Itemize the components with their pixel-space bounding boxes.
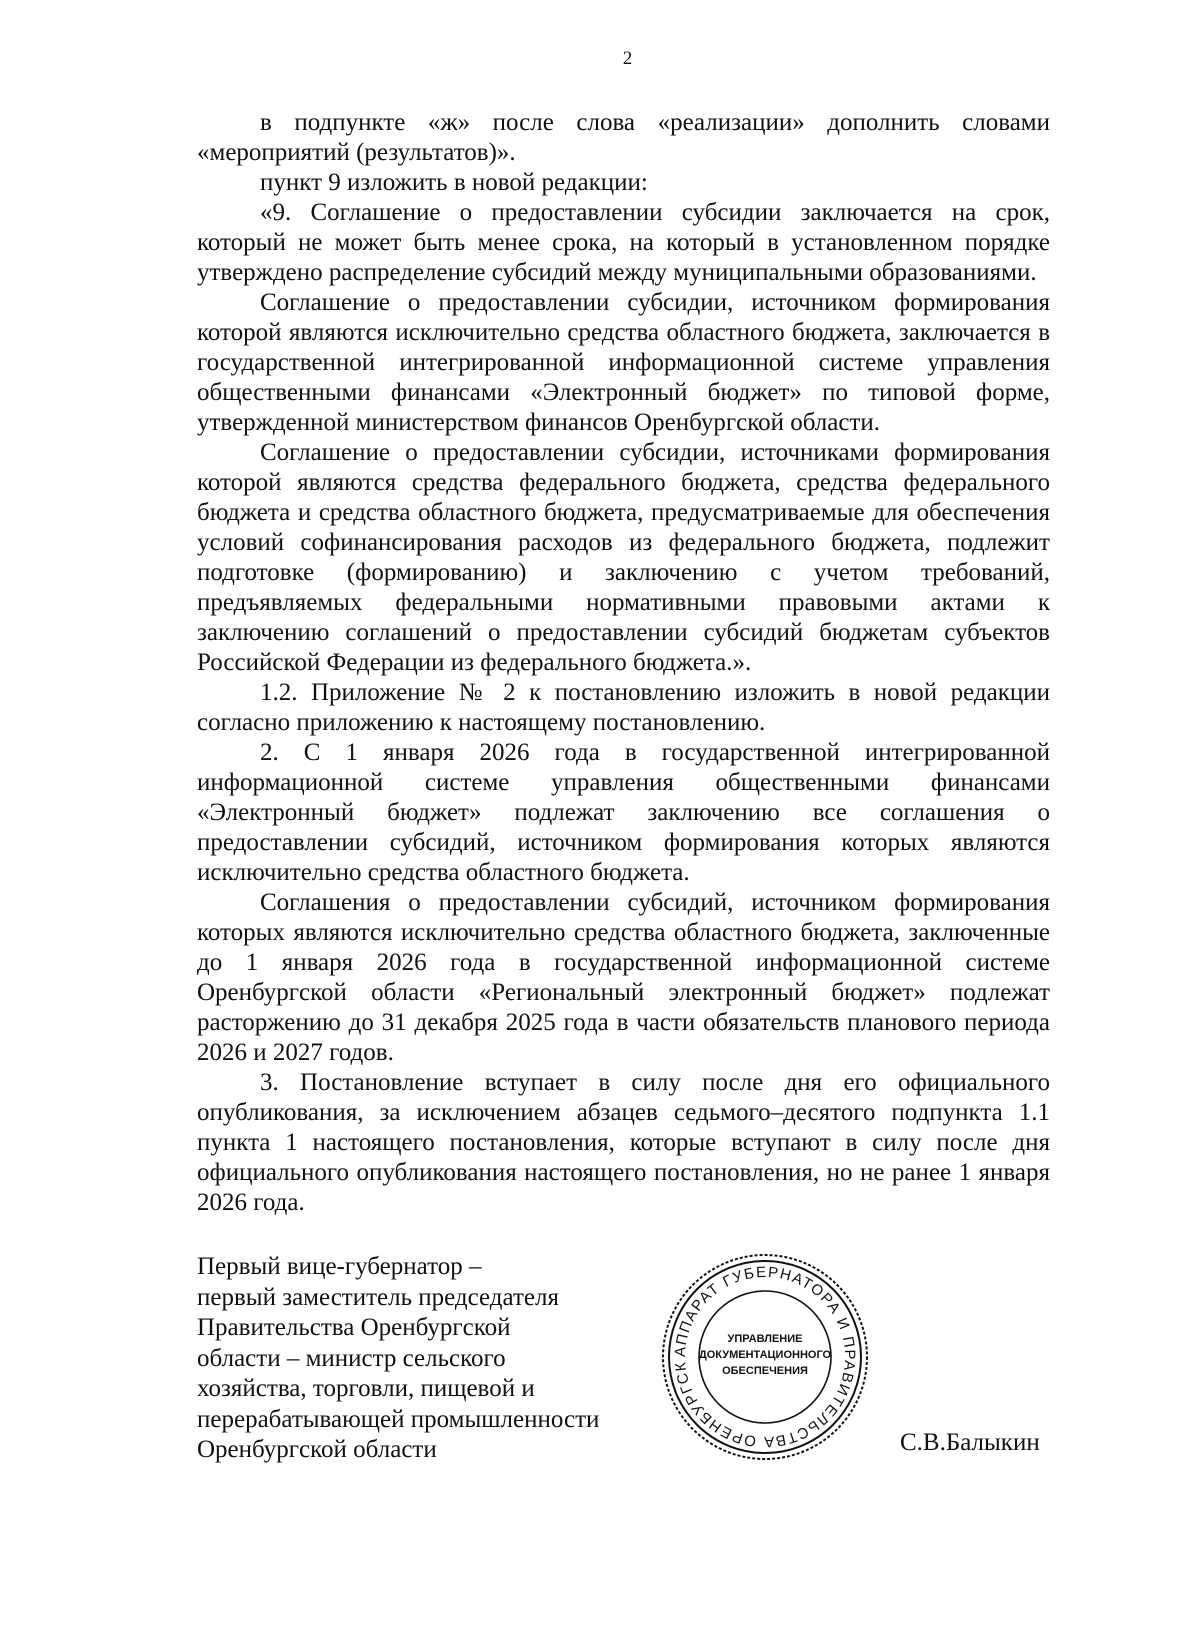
paragraph: Соглашение о предоставлении субсидии, источниками формирования которой являются средства федерального бюджета, средства федерального бюджета и средства областного бюджета, предусматриваемые для обеспечения условий софинансирования расходов из федерального бюджета, подлежит подготовке (формированию) и заключению с учетом требований, предъявляемых федеральными нормативными правовыми актами к заключению соглашений о предоставлении субсидий бюджетам субъектов Российской Федерации из федерального бюджета.». (197, 439, 1050, 676)
signatory-name: С.В.Балыкин (900, 1429, 1040, 1456)
svg-text:ОБЕСПЕЧЕНИЯ: ОБЕСПЕЧЕНИЯ (722, 1365, 808, 1377)
signatory-title-line: перерабатывающей промышленности (197, 1405, 600, 1433)
paragraph: 2. С 1 января 2026 года в государственной интегрированной информационной системе управления общественными финансами «Электронный бюджет» подлежат заключению все соглашения о предоставлении субсидий, источником формирования которых являются исключительно средства областного бюджета. (197, 739, 1050, 886)
signatory-title-line: первый заместитель председателя (197, 1283, 559, 1311)
page-number: 2 (622, 48, 633, 69)
signatory-title-line: хозяйства, торговли, пищевой и (197, 1375, 535, 1402)
svg-text:ДОКУМЕНТАЦИОННОГО: ДОКУМЕНТАЦИОННОГО (698, 1349, 832, 1361)
paragraph: пункт 9 изложить в новой редакции: (260, 169, 648, 196)
official-stamp (660, 1252, 870, 1462)
signatory-title-line: Оренбургской области (197, 1436, 437, 1463)
paragraph: «9. Соглашение о предоставлении субсидии заключается на срок, который не может быть менее срока, на который в установленном порядке утверждено распределение субсидий между муниципальными образованиями. (197, 199, 1050, 286)
paragraph: Соглашения о предоставлении субсидий, источником формирования которых являются исключительно средства областного бюджета, заключенные до 1 января 2026 года в государственной информационной системе Оренбургской области «Региональный электронный бюджет» подлежат расторжению до 31 декабря 2025 года в части обязательств планового периода 2026 и 2027 годов. (197, 889, 1050, 1066)
svg-text:АППАРАТ ГУБЕРНАТОРА И ПРАВИТЕЛ: АППАРАТ ГУБЕРНАТОРА И ПРАВИТЕЛЬСТВА ОРЕНБУРГСК (671, 1263, 859, 1451)
document-body (197, 108, 1050, 1218)
paragraph: в подпункте «ж» после слова «реализации» дополнить словами «мероприятий (результатов)». (197, 109, 1050, 166)
signatory-title-line: Правительства Оренбургской (197, 1314, 511, 1341)
signatory-title-line: области – министр сельского (197, 1344, 506, 1372)
signatory-title (197, 1252, 637, 1466)
svg-text:УПРАВЛЕНИЕ: УПРАВЛЕНИЕ (727, 1333, 803, 1345)
paragraph: Соглашение о предоставлении субсидии, источником формирования которой являются исключительно средства областного бюджета, заключается в государственной интегрированной информационной системе управления общественными финансами «Электронный бюджет» по типовой форме, утвержденной министерством финансов Оренбургской области. (197, 289, 1050, 436)
stamp-seal-icon (660, 1252, 870, 1462)
paragraph: 1.2. Приложение № 2 к постановлению изложить в новой редакции согласно приложению к настоящему постановлению. (197, 679, 1050, 736)
signatory-title-line: Первый вице-губернатор – (197, 1253, 482, 1280)
paragraph: 3. Постановление вступает в силу после дня его официального опубликования, за исключением абзацев седьмого–десятого подпункта 1.1 пункта 1 настоящего постановления, которые вступают в силу после дня официального опубликования настоящего постановления, но не ранее 1 января 2026 года. (197, 1069, 1050, 1216)
